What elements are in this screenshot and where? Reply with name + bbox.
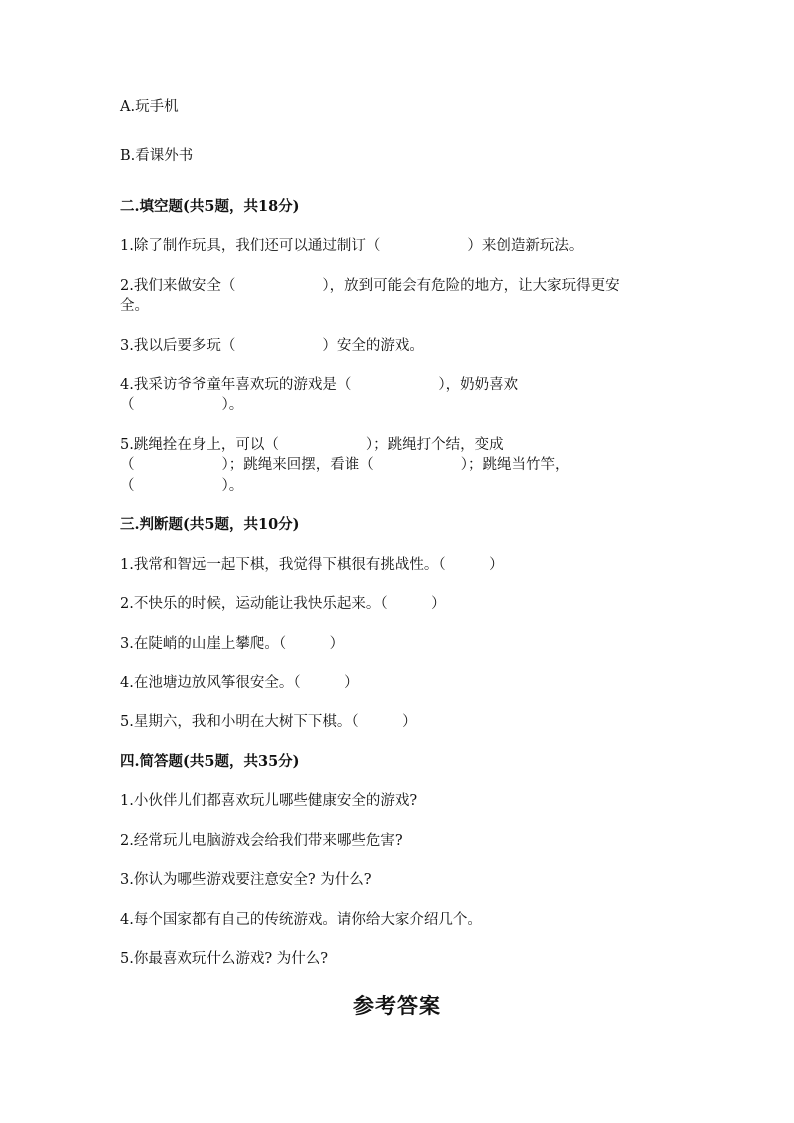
judgment-question-4: 4.在池塘边放风筝很安全。（ ） (120, 675, 359, 691)
judgment-question-3: 3.在陡峭的山崖上攀爬。（ ） (120, 636, 345, 652)
fill-question-3: 3.我以后要多玩（ ）安全的游戏。 (120, 338, 424, 354)
short-answer-question-1: 1.小伙伴儿们都喜欢玩儿哪些健康安全的游戏? (120, 793, 418, 809)
fill-question-4-line-2: （ ）。 (120, 397, 244, 413)
judgment-question-1: 1.我常和智远一起下棋，我觉得下棋很有挑战性。（ ） (120, 557, 504, 573)
judgment-question-5: 5.星期六，我和小明在大树下下棋。（ ） (120, 714, 417, 730)
section-heading-judgment: 三.判断题(共5题，共10分) (120, 516, 300, 533)
option-b: B.看课外书 (120, 148, 194, 164)
fill-question-1: 1.除了制作玩具，我们还可以通过制订（ ）来创造新玩法。 (120, 238, 584, 254)
fill-question-2-line-1: 2.我们来做安全（ ），放到可能会有危险的地方，让大家玩得更安 (120, 278, 620, 294)
section-heading-fill-in: 二.填空题(共5题，共18分) (120, 198, 300, 215)
fill-question-5-line-2: （ ）；跳绳来回摆，看谁（ ）；跳绳当竹竿， (120, 457, 570, 473)
short-answer-question-5: 5.你最喜欢玩什么游戏? 为什么? (120, 951, 328, 967)
fill-question-2-line-2: 全。 (120, 298, 149, 314)
fill-question-5-line-3: （ ）。 (120, 478, 244, 494)
short-answer-question-2: 2.经常玩儿电脑游戏会给我们带来哪些危害? (120, 833, 403, 849)
section-heading-short-answer: 四.简答题(共5题，共35分) (120, 753, 300, 770)
fill-question-4-line-1: 4.我采访爷爷童年喜欢玩的游戏是（ ），奶奶喜欢 (120, 377, 519, 393)
short-answer-question-3: 3.你认为哪些游戏要注意安全? 为什么? (120, 872, 372, 888)
fill-question-5-line-1: 5.跳绳拴在身上，可以（ ）；跳绳打个结，变成 (120, 437, 504, 453)
short-answer-question-4: 4.每个国家都有自己的传统游戏。请你给大家介绍几个。 (120, 912, 482, 928)
answer-key-title: 参考答案 (353, 993, 441, 1018)
judgment-question-2: 2.不快乐的时候，运动能让我快乐起来。（ ） (120, 596, 446, 612)
option-a: A.玩手机 (120, 99, 179, 115)
